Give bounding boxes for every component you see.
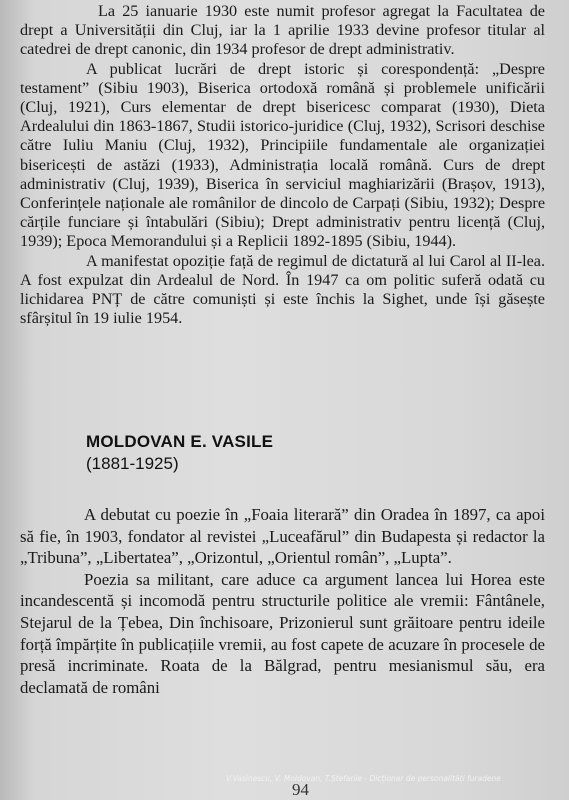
entry-text xyxy=(20,504,545,698)
paragraph-poetry: Poezia sa militant, care aduce ca argument lancea lui Horea este incandescentă și incomodă pentru structurile politice ale vremii: Fântânele, Stejarul de la Țebea, Din închisoare, Prizonierul sunt grăitoare pentru ideile forță împărțite în publicațiile vremii, au fost capete de acuzare în procesele de presă incriminate. Roata de la Bălgrad, pentru mesianismul său, era declamată de români xyxy=(20,569,545,697)
paragraph-debut: A debutat cu poezie în „Foaia literară” din Oradea în 1897, ca apoi să fie, în 1903, fondator al revistei „Luceafărul” din Budapesta și redactor la „Tribuna”, „Libertatea”, „Orizontul, „Orientul român”, „Lupta”. xyxy=(20,505,545,568)
page-number: 94 xyxy=(292,780,309,799)
paragraph-political: A manifestat opoziție față de regimul de dictatură al lui Carol al II-lea. A fost expulzat din Ardealul de Nord. În 1947 ca om politic suferă odată cu lichidarea PNȚ de către comuniști și este închis la Sighet, unde își găsește sfârșitul în 19 iulie 1954. xyxy=(20,251,545,328)
paragraph-publications: A publicat lucrări de drept istoric și corespondență: „Despre testament” (Sibiu 1903), Biserica ortodoxă română și problemele unificării (Cluj, 1921), Curs elementar de drept bisericesc comparat (1930), Dieta Ardealului din 1863-1867, Studii istorico-juridice (Cluj, 1932), Scrisori deschise către Iuliu Maniu (Cluj, 1932), Principiile fundamentale ale organizației bisericești de astăzi (1933), Administrația locală română. Curs de drept administrativ (Cluj, 1939), Biserica în serviciul maghiarizării (Brașov, 1913), Conferințele naționale ale românilor de dincolo de Carpați (Sibiu, 1932); Despre cărțile funciare și întabulări (Sibiu); Drept administrativ pentru licență (Cluj, 1939); Epoca Memorandului și a Replicii 1892-1895 (Sibiu, 1944). xyxy=(20,59,545,251)
previous-entry-text xyxy=(20,2,545,328)
entry-heading: MOLDOVAN E. VASILE xyxy=(86,432,274,451)
book-watermark: V.Vasinescu, V. Moldovan, T.Ștefanie - Dicționar de personalități furadene xyxy=(226,774,501,783)
entry-years: (1881-1925) xyxy=(86,454,179,473)
paragraph-career: La 25 ianuarie 1930 este numit profesor agregat la Facultatea de drept a Universității din Cluj, iar la 1 aprilie 1933 devine profesor titular al catedrei de drept canonic, din 1934 profesor de drept administrativ. xyxy=(20,2,545,59)
